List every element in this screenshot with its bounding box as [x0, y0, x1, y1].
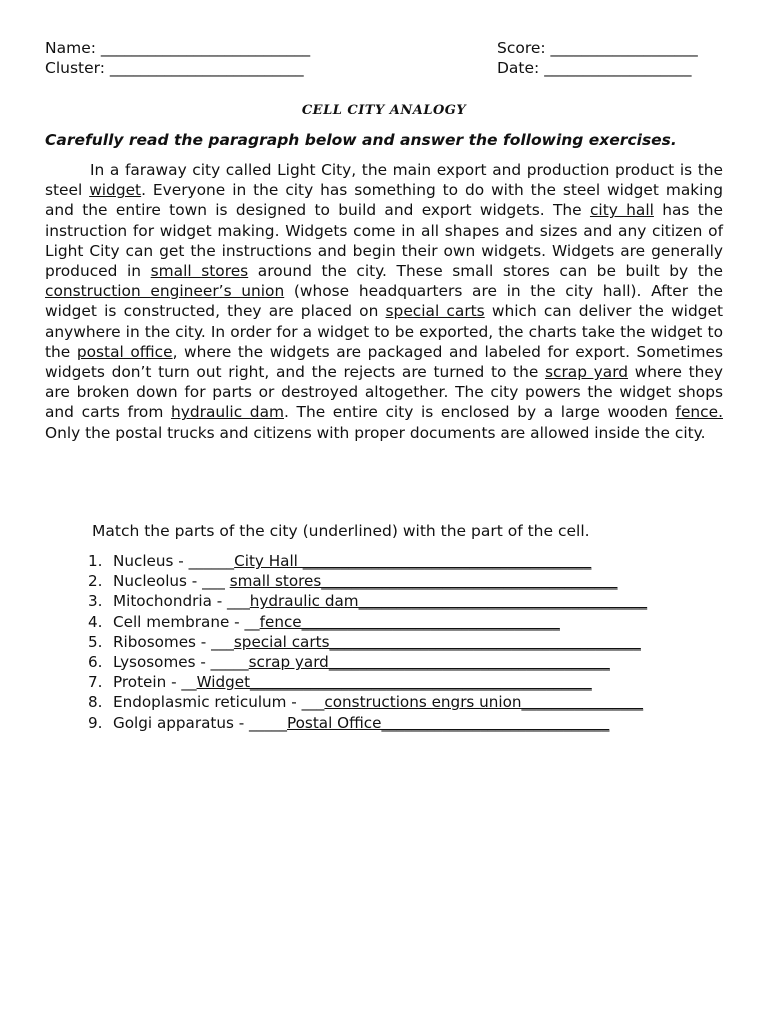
- instructions: Carefully read the paragraph below and answer the following exercises.: [45, 131, 677, 149]
- cluster-field: Cluster: _________________________: [45, 59, 304, 77]
- name-field: Name: ___________________________: [45, 39, 311, 57]
- cell-part-label: Ribosomes - ___: [113, 632, 234, 651]
- underlined-term: scrap yard: [544, 363, 629, 382]
- answer-item: [88, 652, 647, 672]
- cell-part-label: Mitochondria - ___: [113, 592, 250, 611]
- city-part-answer: scrap yard_____________________________________: [248, 653, 610, 672]
- underlined-term: fence.: [675, 403, 723, 422]
- answer-item: [88, 713, 647, 733]
- underlined-term: city hall: [589, 201, 654, 220]
- paragraph-text: . The entire city is enclosed by a large wooden: [284, 403, 676, 422]
- city-part-answer: Widget_____________________________________________: [196, 673, 592, 692]
- paragraph-text: . Everyone in the city has something to do with the steel widget making and the entire town is designed to build and export widgets. The: [45, 181, 723, 220]
- paragraph-text: where they are broken down for parts or destroyed altogether. The city powers the widget shops and carts from: [45, 363, 723, 422]
- paragraph-text: Only the postal trucks and citizens with proper documents are allowed inside the city.: [45, 423, 706, 442]
- city-part-answer: City Hall ______________________________________: [234, 552, 592, 570]
- city-part-answer: fence__________________________________: [259, 612, 560, 631]
- item-number: 3.: [88, 592, 103, 611]
- paragraph-text: In a faraway city called Light City, the main export and production product is the steel: [45, 161, 723, 200]
- underlined-term: small stores: [150, 262, 249, 281]
- paragraph-text: around the city. These small stores can be built by the: [248, 262, 723, 281]
- city-part-answer: special carts_________________________________________: [233, 632, 641, 651]
- cell-part-label: Golgi apparatus - _____: [113, 713, 288, 732]
- story-paragraph: [45, 160, 723, 443]
- answer-item: [88, 692, 647, 712]
- cell-part-label: Cell membrane - __: [113, 612, 260, 631]
- item-number: 8.: [88, 693, 103, 712]
- underlined-term: widget: [89, 181, 142, 200]
- item-number: 6.: [88, 653, 103, 672]
- cell-part-label: Nucleus - ______: [113, 552, 235, 570]
- answer-item: [88, 551, 647, 571]
- item-number: 5.: [88, 632, 103, 651]
- answer-list: [88, 551, 647, 733]
- city-part-answer: Postal Office______________________________: [287, 713, 610, 732]
- city-part-answer: constructions engrs union________________: [324, 693, 644, 712]
- underlined-term: hydraulic dam: [171, 403, 284, 422]
- cell-part-label: Nucleolus - ___: [113, 572, 230, 591]
- answer-item: [88, 612, 647, 632]
- cell-part-label: Lysosomes - _____: [113, 653, 249, 672]
- item-number: 7.: [88, 673, 103, 692]
- answer-item: [88, 672, 647, 692]
- item-number: 1.: [88, 552, 103, 570]
- worksheet-title: CELL CITY ANALOGY: [301, 103, 467, 118]
- paragraph-text: has the instruction for widget making. Widgets come in all shapes and sizes and any citizen of Light City can get the instructions and begin their own widgets. Widgets are generally produced in: [45, 201, 723, 281]
- answer-item: [88, 632, 647, 652]
- match-prompt: Match the parts of the city (underlined) with the part of the cell.: [92, 522, 590, 540]
- item-number: 9.: [88, 713, 103, 732]
- item-number: 4.: [88, 612, 103, 631]
- underlined-term: special carts: [385, 302, 485, 321]
- underlined-term: postal office: [76, 342, 173, 361]
- underlined-term: construction engineer’s union: [45, 282, 285, 301]
- paragraph-text: which can deliver the widget anywhere in the city. In order for a widget to be exported, the charts take the widget to the: [45, 302, 723, 361]
- paragraph-text: , where the widgets are packaged and labeled for export. Sometimes widgets don’t turn out right, and the rejects are turned to the: [45, 342, 723, 382]
- item-number: 2.: [88, 572, 103, 591]
- city-part-answer: hydraulic dam______________________________________: [249, 592, 648, 611]
- cell-part-label: Endoplasmic reticulum - ___: [113, 693, 325, 712]
- cell-part-label: Protein - __: [113, 673, 197, 692]
- date-field: Date: ___________________: [497, 59, 692, 77]
- city-part-answer: small stores_______________________________________: [229, 572, 618, 591]
- answer-item: [88, 571, 647, 591]
- answer-item: [88, 591, 647, 611]
- score-field: Score: ___________________: [497, 39, 698, 57]
- paragraph-text: (whose headquarters are in the city hall). After the widget is constructed, they are placed on: [45, 282, 723, 321]
